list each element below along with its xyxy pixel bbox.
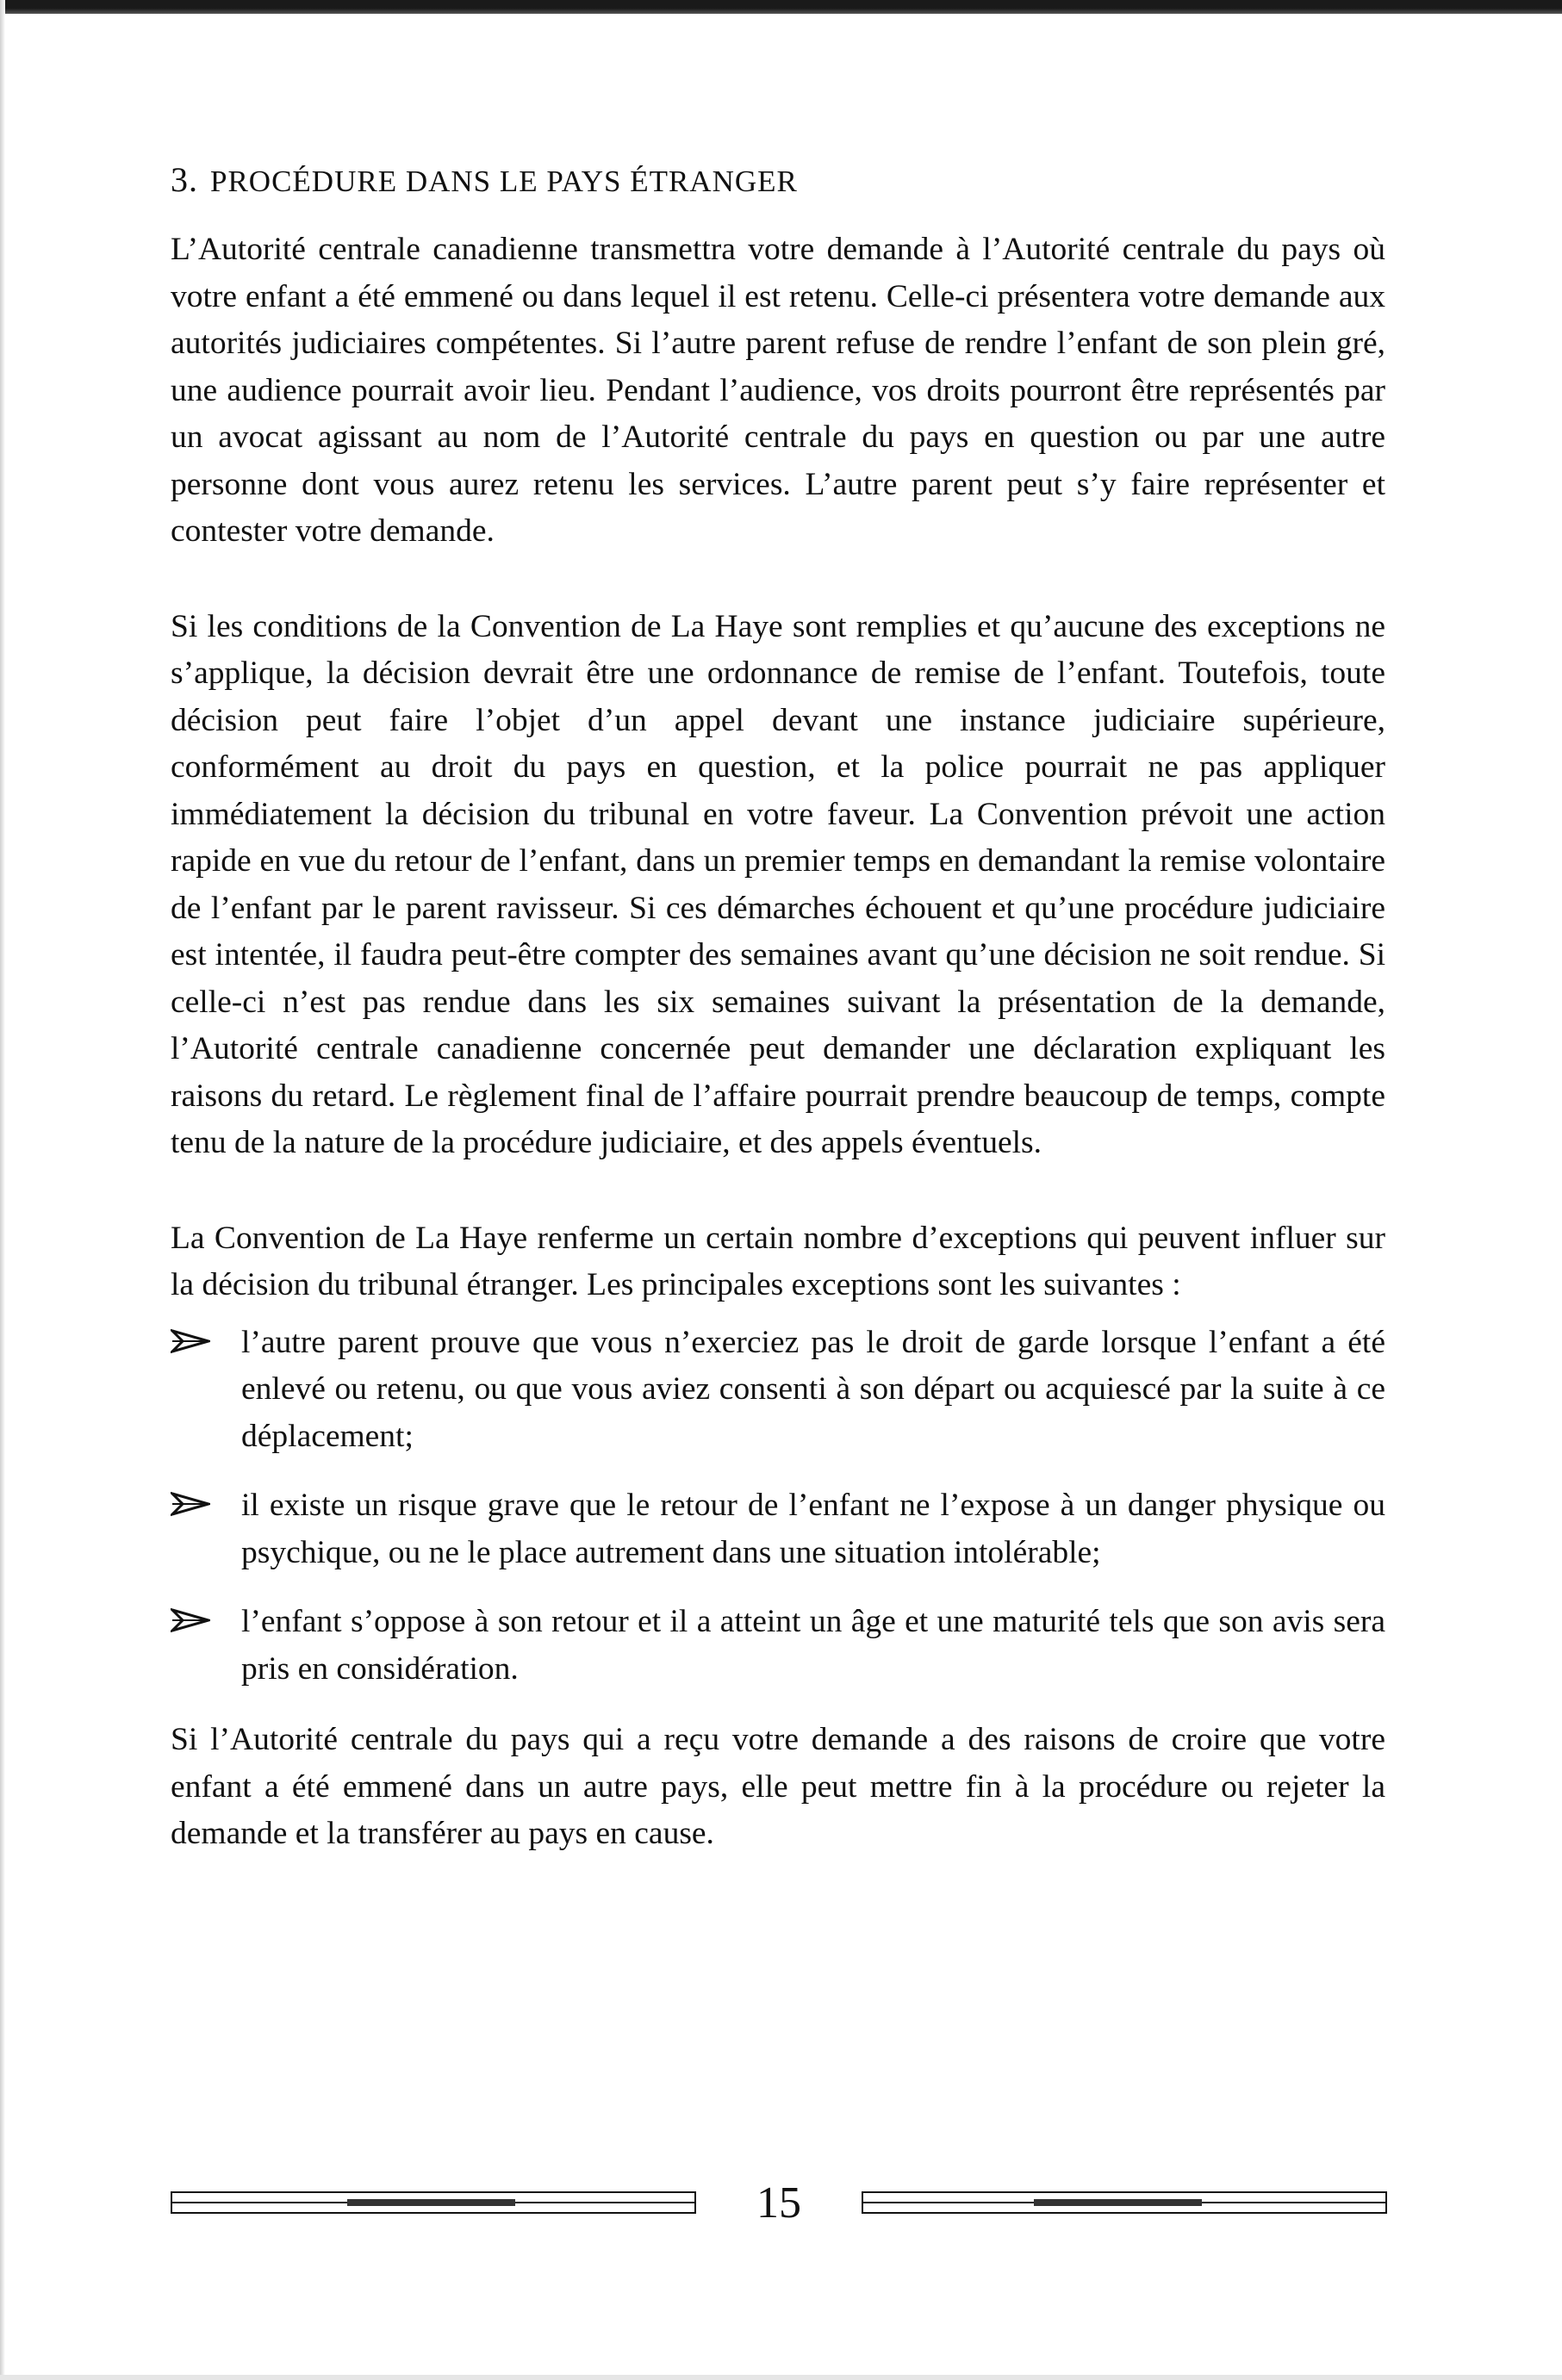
exception-text: l’autre parent prouve que vous n’exerciez pas le droit de garde lorsque l’enfant a été enlevé ou retenu, ou que vous aviez consenti à son départ ou acquiescé par la suite à ce déplacement; <box>241 1324 1385 1454</box>
page-content <box>171 159 1385 1906</box>
page-number: 15 <box>756 2178 801 2228</box>
paragraph-central-authority: L’Autorité centrale canadienne transmettra votre demande à l’Autorité centrale du pays où votre enfant a été emmené ou dans lequel il est retenu. Celle-ci présentera votre demande aux autorités judiciaires compétentes. Si l’autre parent refuse de rendre l’enfant de son plein gré, une audience pourrait avoir lieu. Pendant l’audience, vos droits pourront être représentés par un avocat agissant au nom de l’Autorité centrale du pays en question ou par une autre personne dont vous aurez retenu les services. L’autre parent peut s’y faire représenter et contester votre demande. <box>171 232 1385 549</box>
scan-edge-bottom <box>0 2375 1562 2380</box>
double-rule-ornament-left <box>171 2191 696 2214</box>
section-title: PROCÉDURE DANS LE PAYS ÉTRANGER <box>210 165 798 198</box>
paragraph-exceptions-intro: La Convention de La Haye renferme un certain nombre d’exceptions qui peuvent influer sur la décision du tribunal étranger. Les principales exceptions sont les suivantes : <box>171 1220 1385 1302</box>
exception-text: il existe un risque grave que le retour de l’enfant ne l’expose à un danger physique ou psychique, ou ne le place autrement dans une situation intolérable; <box>241 1488 1385 1570</box>
paragraph-hague-conditions: Si les conditions de la Convention de La Haye sont remplies et qu’aucune des exceptions ne s’applique, la décision devrait être une ordonnance de remise de l’enfant. Toutefois, toute décision peut faire l’objet d’un appel devant une instance judiciaire supérieure, conformément au droit du pays en question, et la police pourrait ne pas appliquer immédiatement la décision du tribunal en votre faveur. La Convention prévoit une action rapide en vue du retour de l’enfant, dans un premier temps en demandant la remise volontaire de l’enfant par le parent ravisseur. Si ces démarches échouent et qu’une procédure judiciaire est intentée, il faudra peut-être compter des semaines avant qu’une décision ne soit rendue. Si celle-ci n’est pas rendue dans les six semaines suivant la présentation de la demande, l’Autorité centrale canadienne concernée peut demander une déclaration expliquant les raisons du retard. Le règlement final de l’affaire pourrait prendre beaucoup de temps, compte tenu de la nature de la procédure judiciaire, et des appels éventuels. <box>171 608 1385 1160</box>
arrowhead-bullet-icon <box>171 1606 210 1635</box>
scan-edge-top <box>0 0 1562 14</box>
list-item <box>171 1482 1385 1576</box>
list-item <box>171 1599 1385 1693</box>
arrowhead-bullet-icon <box>171 1327 210 1356</box>
arrowhead-bullet-icon <box>171 1489 210 1519</box>
scan-edge-left <box>0 0 5 2380</box>
list-item <box>171 1320 1385 1461</box>
section-heading <box>171 159 1385 201</box>
exception-text: l’enfant s’oppose à son retour et il a atteint un âge et une maturité tels que son avis sera pris en considération. <box>241 1604 1385 1687</box>
section-number: 3. <box>171 160 198 199</box>
page-footer <box>171 2179 1387 2231</box>
exceptions-list <box>171 1320 1385 1693</box>
paragraph-transfer: Si l’Autorité centrale du pays qui a reçu votre demande a des raisons de croire que votre enfant a été emmené dans un autre pays, elle peut mettre fin à la procédure ou rejeter la demande et la transférer au pays en cause. <box>171 1722 1385 1851</box>
double-rule-ornament-right <box>862 2191 1387 2214</box>
